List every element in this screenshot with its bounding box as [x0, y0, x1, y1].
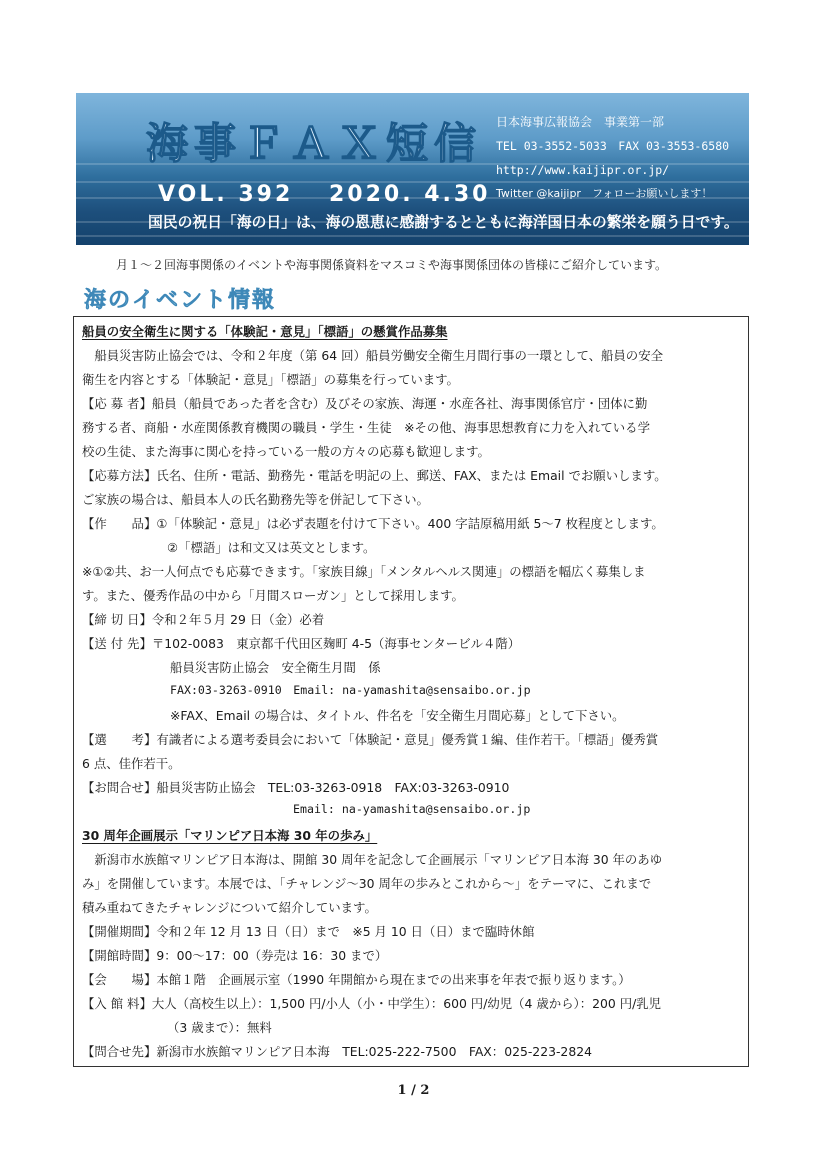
article-line: す。また、優秀作品の中から「月間スローガン」として採用します。	[82, 588, 464, 603]
article-line: 【締 切 日】令和２年５月 29 日（金）必着	[82, 612, 325, 627]
article-line: 【開館時間】9：00～17：00（券売は 16：30 まで）	[82, 948, 388, 963]
twitter-handle: Twitter @kaijipr フォローお願いします！	[496, 187, 713, 200]
article-line: ※①②共、お一人何点でも応募できます。「家族目線」「メンタルヘルス関連」の標語を幅広く募集しま	[82, 564, 646, 579]
article-line: 船員災害防止協会 安全衛生月間 係	[170, 660, 381, 675]
article-line: 【開催期間】令和２年 12 月 13 日（日）まで ※5 月 10 日（日）まで臨時休館	[82, 924, 535, 939]
article-line: ご家族の場合は、船員本人の氏名勤務先等を併記して下さい。	[82, 492, 429, 507]
contact-tel-fax: TEL 03-3552-5033 FAX 03-3553-6580	[496, 139, 730, 153]
article-line: 務する者、商船・水産関係教育機関の職員・学生・生徒 ※その他、海事思想教育に力を入れている学	[82, 420, 650, 435]
article-heading: 30 周年企画展示「マリンピア日本海 30 年の歩み」	[82, 828, 378, 843]
website-url: http://www.kaijipr.or.jp/	[496, 163, 670, 177]
article-line: 【作 品】①「体験記・意見」は必ず表題を付けて下さい。400 字詰原稿用紙 5～7 枚程度とします。	[82, 516, 664, 531]
article-line: 衛生を内容とする「体験記・意見」「標語」の募集を行っています。	[82, 372, 459, 387]
article-line: 積み重ねてきたチャレンジについて紹介しています。	[82, 900, 377, 915]
banner-slogan: 国民の祝日「海の日」は、海の恩恵に感謝するとともに海洋国日本の繁栄を願う日です。	[148, 214, 739, 231]
volume-date: VOL. 392 2020. 4.30	[158, 182, 491, 207]
article-line: 【問合せ先】新潟市水族館マリンピア日本海 TEL:025-222-7500 FAX：025-223-2824	[82, 1044, 592, 1059]
article-line: 【選 考】有識者による選考委員会において「体験記・意見」優秀賞１編、佳作若干。「標語」優秀賞	[82, 732, 659, 747]
newsletter-title: 海事ＦＡＸ短信	[146, 119, 483, 168]
article-line: 【会 場】本館１階 企画展示室（1990 年開館から現在までの出来事を年表で振り返ります。）	[82, 972, 631, 987]
article-line: 【応募方法】氏名、住所・電話、勤務先・電話を明記の上、郵送、FAX、または Email でお願いします。	[82, 468, 667, 483]
article-line: Email: na-yamashita@sensaibo.or.jp	[293, 802, 531, 816]
article-line: 新潟市水族館マリンピア日本海は、開館 30 周年を記念して企画展示「マリンピア日本海 30 年のあゆ	[82, 852, 663, 867]
article-line: ②「標語」は和文又は英文とします。	[167, 540, 376, 555]
article-line: FAX:03-3263-0910 Email: na-yamashita@sensaibo.or.jp	[170, 683, 531, 697]
article-line: 【お問合せ】船員災害防止協会 TEL:03-3263-0918 FAX:03-3263-0910	[82, 780, 510, 795]
section-heading: 海のイベント情報	[84, 288, 277, 313]
article-line: 船員災害防止協会では、令和２年度（第 64 回）船員労働安全衛生月間行事の一環として、船員の安全	[82, 348, 663, 363]
intro-text: 月１～２回海事関係のイベントや海事関係資料をマスコミや海事関係団体の皆様にご紹介しています。	[116, 258, 668, 272]
article-heading: 船員の安全衛生に関する「体験記・意見」「標語」の懸賞作品募集	[82, 324, 448, 339]
article-line: 6 点、佳作若干。	[82, 756, 181, 771]
header-banner	[76, 93, 749, 245]
article-line: み」を開催しています。本展では、「チャレンジ～30 周年の歩みとこれから～」をテーマに、これまで	[82, 876, 652, 891]
article-line: （3 歳まで）：無料	[167, 1020, 272, 1035]
article-line: 【送 付 先】〒102-0083 東京都千代田区麹町 4-5（海事センタービル４階）	[82, 636, 521, 651]
organization-name: 日本海事広報協会 事業第一部	[496, 115, 665, 129]
article-line: 【応 募 者】船員（船員であった者を含む）及びその家族、海運・水産各社、海事関係官庁・団体に勤	[82, 396, 648, 411]
article-line: 【入 館 料】大人（高校生以上）：1,500 円/小人（小・中学生）：600 円/幼児（4 歳から）：200 円/乳児	[82, 996, 662, 1011]
article-line: ※FAX、Email の場合は、タイトル、件名を「安全衛生月間応募」として下さい。	[170, 708, 625, 723]
page-number: 1 / 2	[397, 1083, 430, 1098]
article-line: 校の生徒、また海事に関心を持っている一般の方々の応募も歓迎します。	[82, 444, 490, 459]
